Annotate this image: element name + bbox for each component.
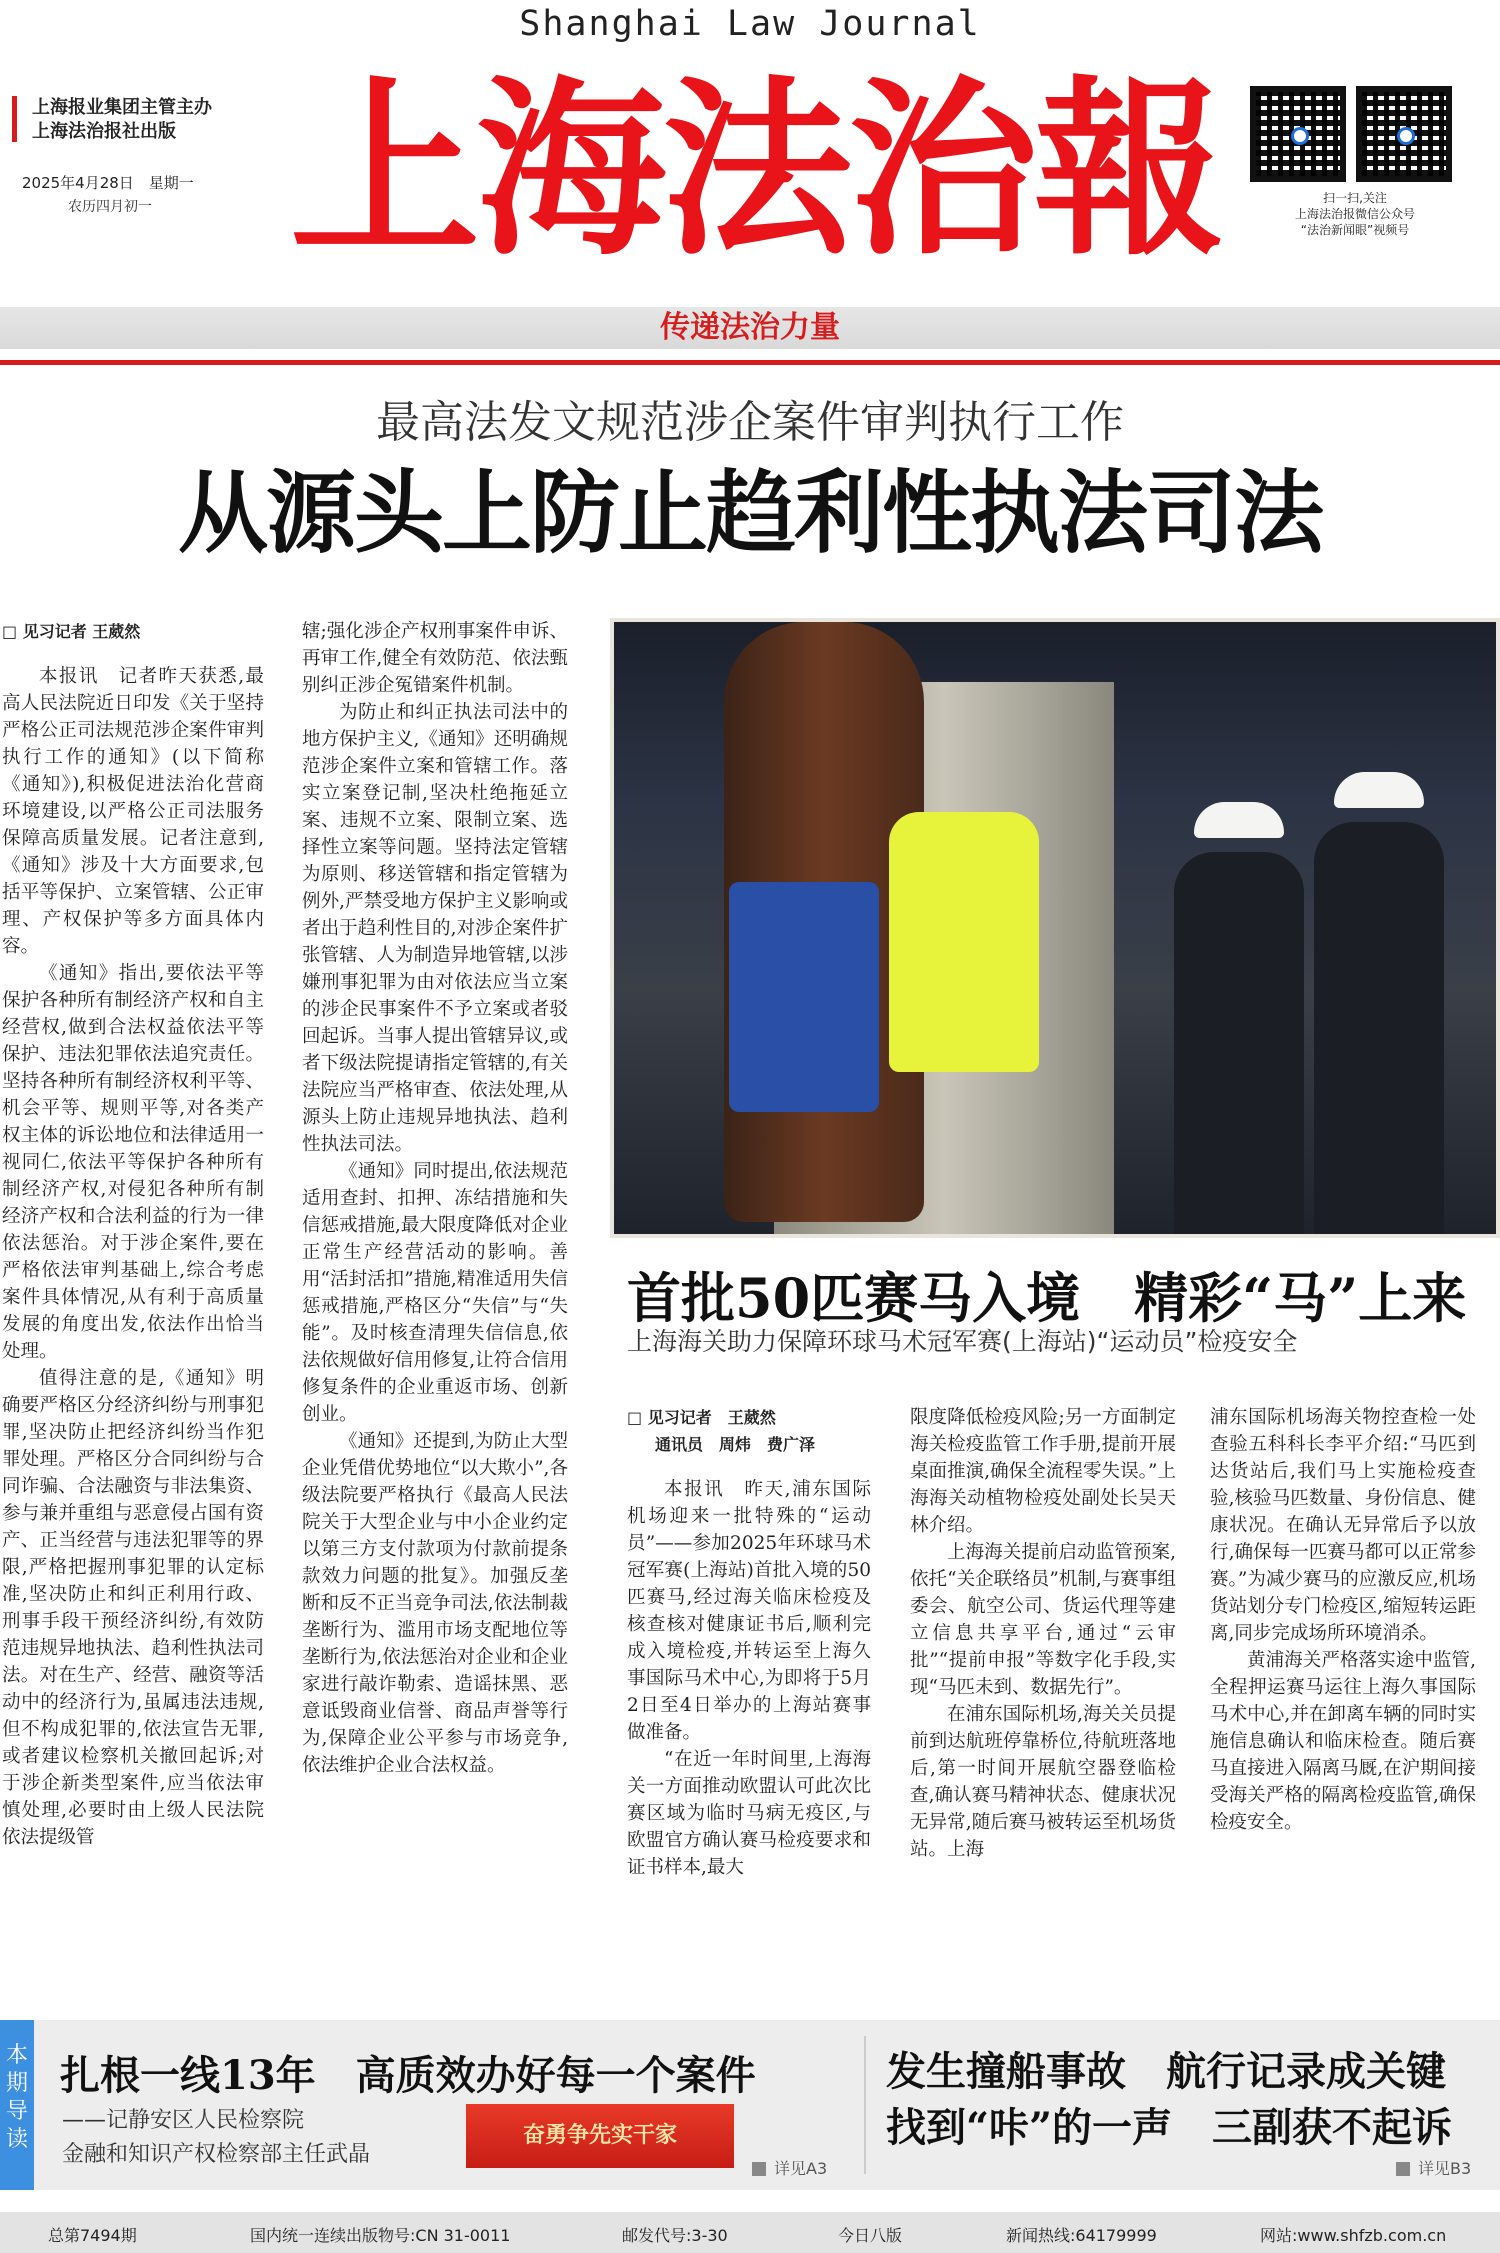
guide-divider [864, 2036, 866, 2174]
photo-paragraph: “在近一年时间里,上海海关一方面推动欧盟认可此次比赛区域为临时马病无疫区,与欧盟官方确认赛马检疫要求和证书样本,最大 [627, 1749, 871, 1878]
teaser-1-ref-text: 详见A3 [774, 2159, 828, 2178]
photo-paragraph: 限度降低检疫风险;另一方面制定海关检疫监管工作手册,提前开展桌面推演,确保全流程零失误。”上海海关动植物检疫处副处长吴天林介绍。 [910, 1407, 1176, 1536]
publisher-red-bar [12, 96, 17, 142]
qr-code-video[interactable] [1356, 86, 1452, 182]
footer-website[interactable]: 网站:www.shfzb.com.cn [1260, 2226, 1447, 2245]
footer-hotline: 新闻热线:64179999 [1006, 2226, 1157, 2245]
photo-byline-2: 通讯员 周炜 费广泽 [655, 1435, 816, 1454]
issue-date: 2025年4月28日 星期一 [22, 174, 194, 192]
lead-headline[interactable]: 从源头上防止趋利性执法司法 [178, 460, 1322, 566]
qr-caption-line-2: 上海法治报微信公众号 [1294, 207, 1415, 221]
teaser-2-line-2: 找到“咔”的一声 三副获不起诉 [886, 2104, 1453, 2151]
footer-pages: 今日八版 [838, 2226, 903, 2245]
teaser-2-line-1: 发生撞船事故 航行记录成关键 [886, 2048, 1446, 2095]
footer-issue: 总第7494期 [48, 2226, 137, 2245]
teaser-2-title[interactable] [886, 2044, 1452, 2156]
lunar-date: 农历四月初一 [68, 199, 152, 215]
qr-logo-icon [1291, 127, 1309, 145]
teaser-1-page-ref[interactable] [752, 2156, 827, 2179]
photo-article-column-2 [910, 1404, 1176, 1944]
photo-paragraph: 黄浦海关严格落实途中监管,全程押运赛马运往上海久事国际马术中心,并在卸离车辆的同时实施信息确认和临床检查。随后赛马直接进入隔离马厩,在沪期间接受海关严格的隔离检疫监管,确保检疫安全。 [1210, 1650, 1476, 1833]
footer-bar [0, 2212, 1500, 2253]
photo-article-column-1 [627, 1404, 871, 1944]
photo-horse-rug [729, 882, 879, 1112]
publisher-line-2: 上海法治报社出版 [32, 121, 176, 142]
horse-inspection-photo [610, 618, 1500, 1238]
guide-label [0, 2020, 34, 2190]
qr-caption-line-3: “法治新闻眼”视频号 [1300, 223, 1410, 237]
photo-article-subhead: 上海海关助力保障环球马术冠军赛(上海站)“运动员”检疫安全 [627, 1327, 1298, 1356]
lead-paragraph: 《通知》指出,要依法平等保护各种所有制经济产权和自主经营权,做到合法权益依法平等保护、违法犯罪依法追究责任。坚持各种所有制经济权利平等、机会平等、规则平等,对各类产权主体的诉讼地位和法律适用一视同仁,依法平等保护各种所有制经济产权,对侵犯各种所有制经济产权和合法利益的行为一律依法惩治。对于涉企案件,要在严格依法审判基础上,综合考虑案件具体情况,从有利于高质量发展的角度出发,依法作出恰当处理。 [2, 963, 264, 1362]
lead-paragraph: 《通知》还提到,为防止大型企业凭借优势地位“以大欺小”,各级法院要严格执行《最高人民法院关于大型企业与中小企业约定以第三方支付款项为付款前提条款效力问题的批复》。加强反垄断和反不正当竞争司法,依法制裁垄断行为、滥用市场支配地位等垄断行为,依法惩治对企业和企业家进行敲诈勒索、造谣抹黑、恶意诋毁商业信誉、商品声誉等行为,保障企业公平参与市场竞争,依法维护企业合法权益。 [302, 1431, 568, 1776]
publisher-info [12, 96, 212, 144]
photo-byline-1: □ 见习记者 王葳然 [627, 1408, 776, 1427]
teaser-2-page-ref[interactable] [1396, 2156, 1471, 2179]
photo-officer-1 [1174, 852, 1304, 1238]
series-banner: 奋勇争先实干家 [466, 2104, 734, 2168]
lead-subhead: 最高法发文规范涉企案件审判执行工作 [376, 397, 1124, 448]
photo-officer-2 [1314, 822, 1444, 1238]
guide-label-text: 本期导读 [6, 2043, 29, 2152]
lead-paragraph: 辖;强化涉企产权刑事案件申诉、再审工作,健全有效防范、依法甄别纠正涉企冤错案件机制。 [302, 621, 568, 696]
square-icon [1396, 2162, 1410, 2176]
photo-officer-cap-2 [1334, 772, 1424, 808]
lead-paragraph: 为防止和纠正执法司法中的地方保护主义,《通知》还明确规范涉企案件立案和管辖工作。落实立案登记制,坚决杜绝拖延立案、违规不立案、限制立案、选择性立案等问题。坚持法定管辖为原则、移送管辖和指定管辖为例外,严禁受地方保护主义影响或者出于趋利性目的,对涉企案件扩张管辖、人为制造异地管辖,以涉嫌刑事犯罪为由对依法应当立案的涉企民事案件不予立案或者驳回起诉。当事人提出管辖异议,或者下级法院提请指定管辖的,有关法院应当严格审查、依法处理,从源头上防止违规异地执法、趋利性执法司法。 [302, 702, 568, 1155]
teaser-1-title[interactable]: 扎根一线13年 高质效办好每一个案件 [60, 2052, 756, 2099]
lead-paragraph: 本报讯 记者昨天获悉,最高人民法院近日印发《关于坚持严格公正司法规范涉企案件审判执行工作的通知》(以下简称《通知》),积极促进法治化营商环境建设,以严格公正司法服务保障高质量发展。记者注意到,《通知》涉及十大方面要求,包括平等保护、立案管辖、公正审理、产权保护等多方面具体内容。 [2, 666, 264, 957]
photo-paragraph: 在浦东国际机场,海关关员提前到达航班停靠桥位,待航班落地后,第一时间开展航空器登临检查,确认赛马精神状态、健康状况无异常,随后赛马被转运至机场货站。上海 [910, 1704, 1176, 1860]
footer-postal-code: 邮发代号:3-30 [622, 2226, 728, 2245]
qr-logo-icon [1397, 127, 1415, 145]
teaser-1-subtitle-line-1: ——记静安区人民检察院 [62, 2108, 305, 2133]
lead-article-column-1 [2, 618, 264, 1968]
masthead-logo: 上海法治報 [290, 58, 1221, 281]
teaser-2-ref-text: 详见B3 [1418, 2159, 1472, 2178]
lead-paragraph: 值得注意的是,《通知》明确要严格区分经济纠纷与刑事犯罪,坚决防止把经济纠纷当作犯罪处理。严格区分合同纠纷与合同诈骗、合法融资与非法集资、参与兼并重组与恶意侵占国有资产、正当经营与违法犯罪等的界限,严格把握刑事犯罪的认定标准,坚决防止和纠正利用行政、刑事手段干预经济纠纷,有效防范违规异地执法、趋利性执法司法。对在生产、经营、融资等活动中的经济行为,虽属违法违规,但不构成犯罪的,依法宣告无罪,或者建议检察机关撤回起诉;对于涉企新类型案件,应当依法审慎处理,必要时由上级人民法院依法提级管 [2, 1368, 264, 1848]
qr-caption-line-1: 扫一扫,关注 [1323, 191, 1387, 205]
photo-paragraph: 浦东国际机场海关物控查检一处查验五科科长李平介绍:“马匹到达货站后,我们马上实施检疫查验,核验马匹数量、身份信息、健康状况。在确认无异常后予以放行,确保每一匹赛马都可以正常参赛。”为减少赛马的应激反应,机场货站划分专门检疫区,缩短转运距离,同步完成场所环境消杀。 [1210, 1407, 1476, 1644]
slogan: 传递法治力量 [660, 310, 840, 345]
lead-paragraph: 《通知》同时提出,依法规范适用查封、扣押、冻结措施和失信惩戒措施,最大限度降低对企业正常生产经营活动的影响。善用“活封活扣”措施,精准适用失信惩戒措施,严格区分“失信”与“失能”。及时核查清理失信信息,依法依规做好信用修复,让符合信用修复条件的企业重返市场、创新创业。 [302, 1161, 568, 1425]
photo-paragraph: 本报讯 昨天,浦东国际机场迎来一批特殊的“运动员”——参加2025年环球马术冠军赛(上海站)首批入境的50匹赛马,经过海关临床检疫及核查核对健康证书后,顺利完成入境检疫,并转运至上海久事国际马术中心,为即将于5月2日至4日举办的上海站赛事做准备。 [627, 1479, 871, 1743]
masthead-divider [0, 360, 1500, 365]
photo-paragraph: 上海海关提前启动监管预案,依托“关企联络员”机制,与赛事组委会、航空公司、货运代理等建立信息共享平台,通过“云审批”“提前申报”等数字化手段,实现“马匹未到、数据先行”。 [910, 1542, 1176, 1698]
photo-officer-cap-1 [1194, 802, 1284, 838]
qr-caption [1245, 190, 1465, 238]
publisher-line-1: 上海报业集团主管主办 [32, 97, 212, 118]
qr-code-wechat[interactable] [1250, 86, 1346, 182]
photo-article-column-3 [1210, 1404, 1476, 1944]
teaser-1-subtitle [62, 2104, 370, 2172]
lead-byline: □ 见习记者 王葳然 [2, 622, 141, 641]
footer-cn-number: 国内统一连续出版物号:CN 31-0011 [250, 2226, 511, 2245]
lead-article-column-2 [302, 618, 568, 1968]
english-title: Shanghai Law Journal [519, 4, 981, 44]
square-icon [752, 2162, 766, 2176]
photo-handler [889, 812, 1039, 1072]
photo-article-headline[interactable]: 首批50匹赛马入境 精彩“马”上来 [627, 1266, 1467, 1330]
teaser-1-subtitle-line-2: 金融和知识产权检察部主任武晶 [62, 2142, 371, 2167]
